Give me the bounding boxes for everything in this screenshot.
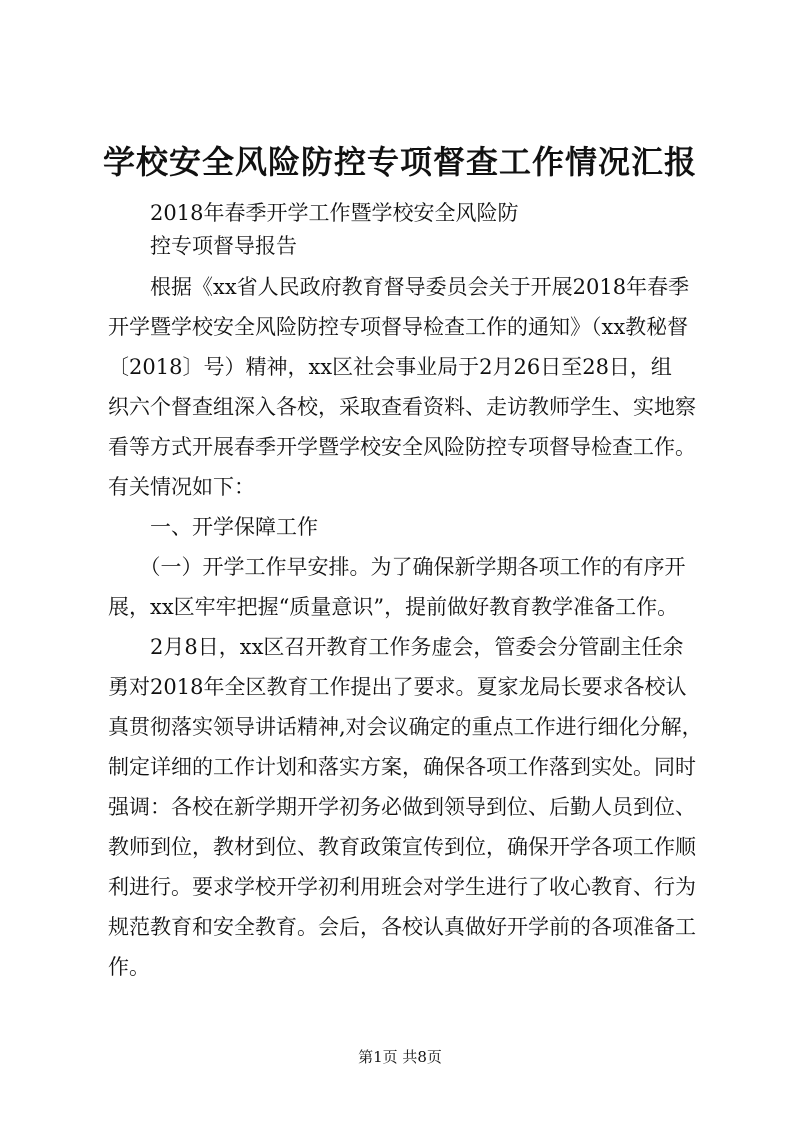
- body-line-2: 控专项督导报告: [108, 234, 297, 258]
- body-line-6: 织六个督查组深入各校，采取查看资料、走访教师学生、实地察: [108, 395, 696, 419]
- body-line-11: 展，xx区牢牢把握“质量意识”，提前做好教育教学准备工作。: [108, 595, 679, 619]
- body-line-14: 真贯彻落实领导讲话精神,对会议确定的重点工作进行细化分解，: [108, 715, 703, 739]
- body-line-17: 教师到位，教材到位、教育政策宣传到位，确保开学各项工作顺: [108, 835, 696, 859]
- body-line-7: 看等方式开展春季开学暨学校安全风险防控专项督导检查工作。: [108, 435, 696, 459]
- body-line-10: （一）开学工作早安排。为了确保新学期各项工作的有序开: [108, 555, 686, 579]
- body-line-13: 勇对2018年全区教育工作提出了要求。夏家龙局长要求各校认: [108, 675, 687, 699]
- body-line-18: 利进行。要求学校开学初利用班会对学生进行了收心教育、行为: [108, 875, 696, 899]
- body-line-1: 2018年春季开学工作暨学校安全风险防: [108, 201, 519, 225]
- body-line-9: 一、开学保障工作: [108, 515, 318, 539]
- body-line-16: 强调：各校在新学期开学初务必做到领导到位、后勤人员到位、: [108, 795, 696, 819]
- body-line-15: 制定详细的工作计划和落实方案，确保各项工作落到实处。同时: [108, 755, 696, 779]
- body-line-5: 〔2018〕号）精神，xx区社会事业局于2月26日至28日，组: [108, 355, 672, 379]
- body-line-8: 有关情况如下：: [108, 475, 255, 499]
- body-line-20: 作。: [108, 955, 150, 979]
- body-line-4: 开学暨学校安全风险防控专项督导检查工作的通知》（xx教秘督: [108, 315, 689, 339]
- page-number-footer: 第1页 共8页: [358, 1048, 442, 1066]
- body-line-3: 根据《xx省人民政府教育督导委员会关于开展2018年春季: [108, 275, 690, 299]
- body-line-19: 规范教育和安全教育。会后，各校认真做好开学前的各项准备工: [108, 915, 696, 939]
- body-line-12: 2月8日，xx区召开教育工作务虚会，管委会分管副主任余: [108, 635, 684, 659]
- document-title: 学校安全风险防控专项督查工作情况汇报: [102, 143, 697, 181]
